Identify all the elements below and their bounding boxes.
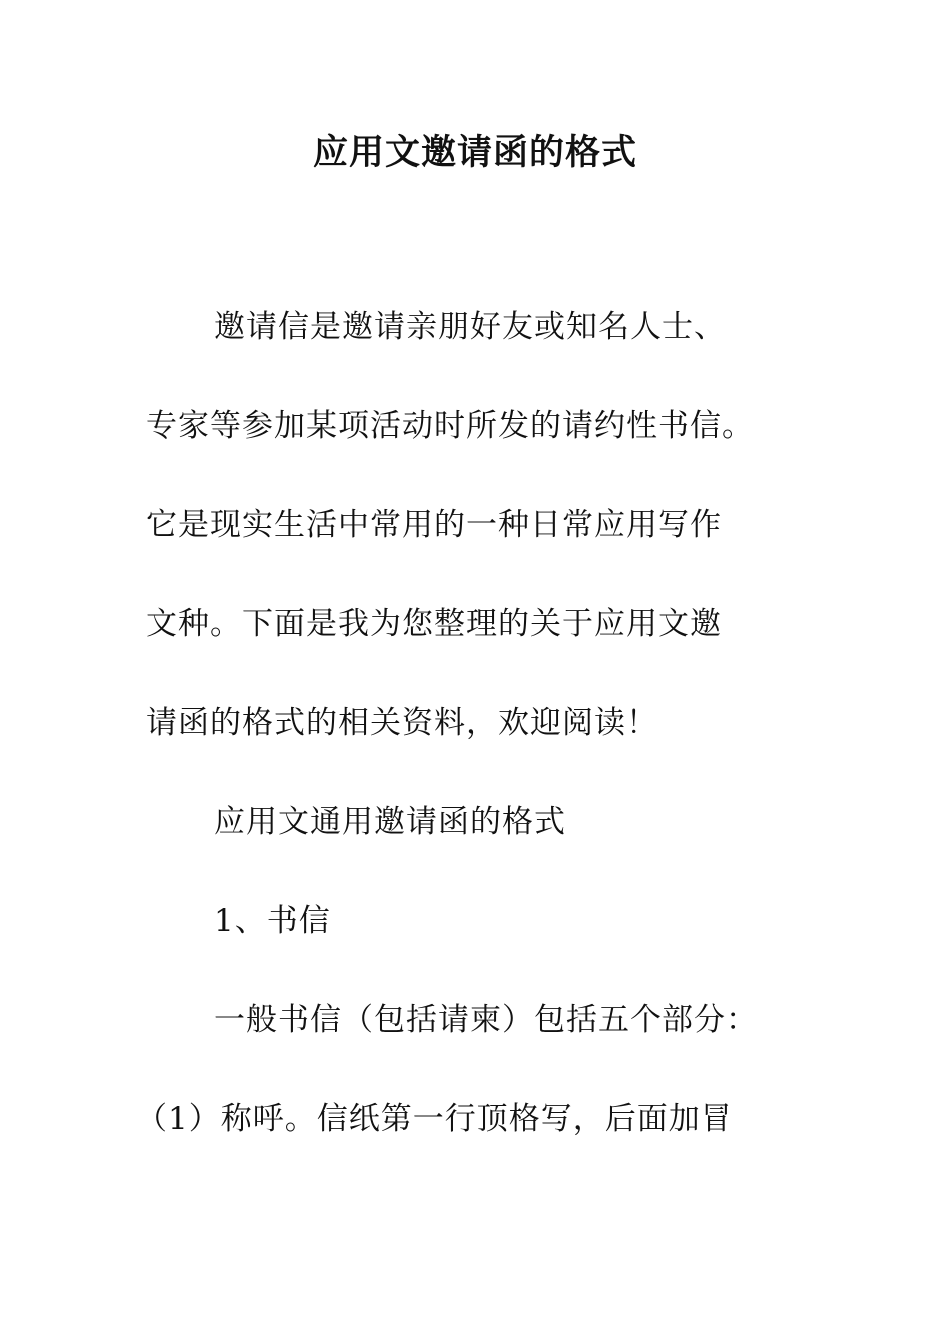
section-heading: 应用文通用邀请函的格式 <box>214 804 566 840</box>
subsection-heading: 1、书信 <box>214 903 331 939</box>
paragraph-line-5: 请函的格式的相关资料，欢迎阅读！ <box>146 705 658 741</box>
document-title: 应用文邀请函的格式 <box>312 132 637 173</box>
paragraph-line-3: 它是现实生活中常用的一种日常应用写作 <box>146 507 722 543</box>
paragraph-line-4: 文种。下面是我为您整理的关于应用文邀 <box>146 606 722 642</box>
paragraph-line-2: 专家等参加某项活动时所发的请约性书信。 <box>146 408 754 444</box>
paragraph-line-9: （1）称呼。信纸第一行顶格写，后面加冒 <box>136 1101 733 1137</box>
paragraph-line-8: 一般书信（包括请柬）包括五个部分： <box>214 1002 758 1038</box>
paragraph-line-1: 邀请信是邀请亲朋好友或知名人士、 <box>214 309 726 345</box>
document-body <box>136 300 806 1191</box>
